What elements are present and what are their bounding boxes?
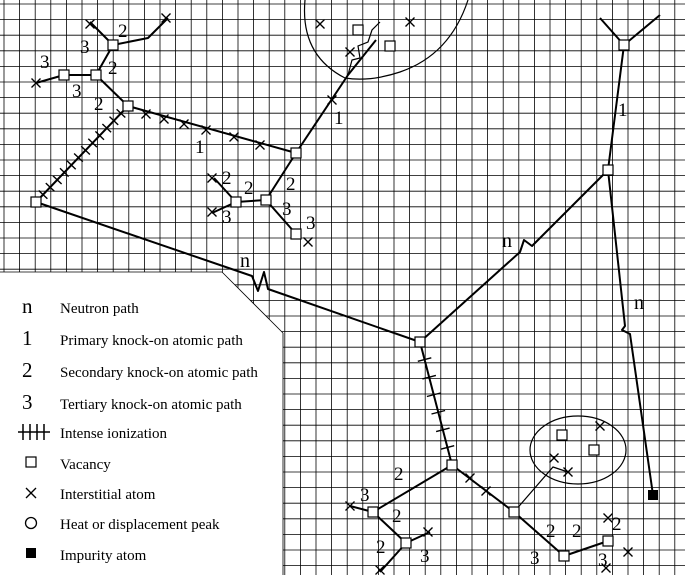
label-secondary: 2 (572, 521, 582, 542)
label-tertiary: 3 (222, 207, 232, 228)
label-neutron: n (634, 292, 644, 314)
vacancy (91, 70, 101, 80)
legend-peak-icon (26, 518, 37, 529)
legend-text-impurity: Impurity atom (60, 548, 147, 564)
heat-peak-top (305, 0, 469, 79)
label-neutron: n (240, 250, 250, 272)
label-tertiary: 3 (420, 546, 430, 567)
label-secondary: 2 (392, 506, 402, 527)
legend-vacancy-icon (26, 457, 36, 467)
vacancy (291, 229, 301, 239)
label-tertiary: 3 (80, 37, 90, 58)
lower-interstitial-link (514, 467, 568, 512)
legend-symbol-secondary: 2 (22, 358, 33, 382)
label-secondary: 2 (612, 514, 622, 535)
label-primary: 1 (334, 108, 344, 129)
impurity-atom (648, 490, 658, 500)
vacancy (291, 148, 301, 158)
legend-text-primary: Primary knock-on atomic path (60, 333, 243, 349)
label-secondary: 2 (376, 537, 386, 558)
vacancy (401, 538, 411, 548)
label-primary: 1 (195, 137, 205, 158)
label-secondary: 2 (118, 21, 128, 42)
vacancy (415, 337, 425, 347)
legend-text-vacancy: Vacancy (60, 457, 111, 473)
vacancy (509, 507, 519, 517)
legend-text-neutron: Neutron path (60, 301, 139, 317)
label-primary: 1 (618, 100, 628, 121)
legend-text-tertiary: Tertiary knock-on atomic path (60, 397, 242, 413)
legend-text-interstitial: Interstitial atom (60, 487, 156, 503)
vacancy (385, 41, 395, 51)
vacancy (231, 197, 241, 207)
label-tertiary: 3 (282, 199, 292, 220)
secondary-branches (36, 18, 266, 213)
vacancy (353, 25, 363, 35)
vacancy (59, 70, 69, 80)
label-secondary: 2 (546, 521, 556, 542)
legend-text-peak: Heat or displacement peak (60, 517, 220, 533)
label-tertiary: 3 (306, 213, 316, 234)
vacancy (31, 197, 41, 207)
legend-impurity-icon (26, 548, 36, 558)
vacancy (447, 460, 457, 470)
vacancy (368, 507, 378, 517)
legend-symbol-primary: 1 (22, 326, 33, 350)
vacancy (589, 445, 599, 455)
label-neutron: n (502, 230, 512, 252)
label-tertiary: 3 (530, 548, 540, 569)
label-tertiary: 3 (40, 52, 50, 73)
label-tertiary: 3 (72, 81, 82, 102)
vacancy (559, 551, 569, 561)
label-secondary: 2 (244, 178, 254, 199)
vacancy (603, 165, 613, 175)
label-tertiary: 3 (360, 485, 370, 506)
heat-peak-bottom (530, 416, 626, 484)
legend (0, 272, 283, 575)
legend-symbol-neutron: n (22, 294, 33, 318)
vacancy (123, 101, 133, 111)
vacancy (108, 40, 118, 50)
label-secondary: 2 (222, 168, 232, 189)
label-secondary: 2 (394, 464, 404, 485)
label-secondary: 2 (286, 174, 296, 195)
legend-text-secondary: Secondary knock-on atomic path (60, 365, 258, 381)
legend-symbol-tertiary: 3 (22, 390, 33, 414)
vacancy (261, 195, 271, 205)
vacancy (619, 40, 629, 50)
label-secondary: 2 (108, 58, 118, 79)
label-tertiary: 3 (598, 550, 608, 571)
legend-text-ionization: Intense ionization (60, 426, 168, 442)
label-secondary: 2 (94, 94, 104, 115)
vacancy (557, 430, 567, 440)
vacancy (603, 536, 613, 546)
